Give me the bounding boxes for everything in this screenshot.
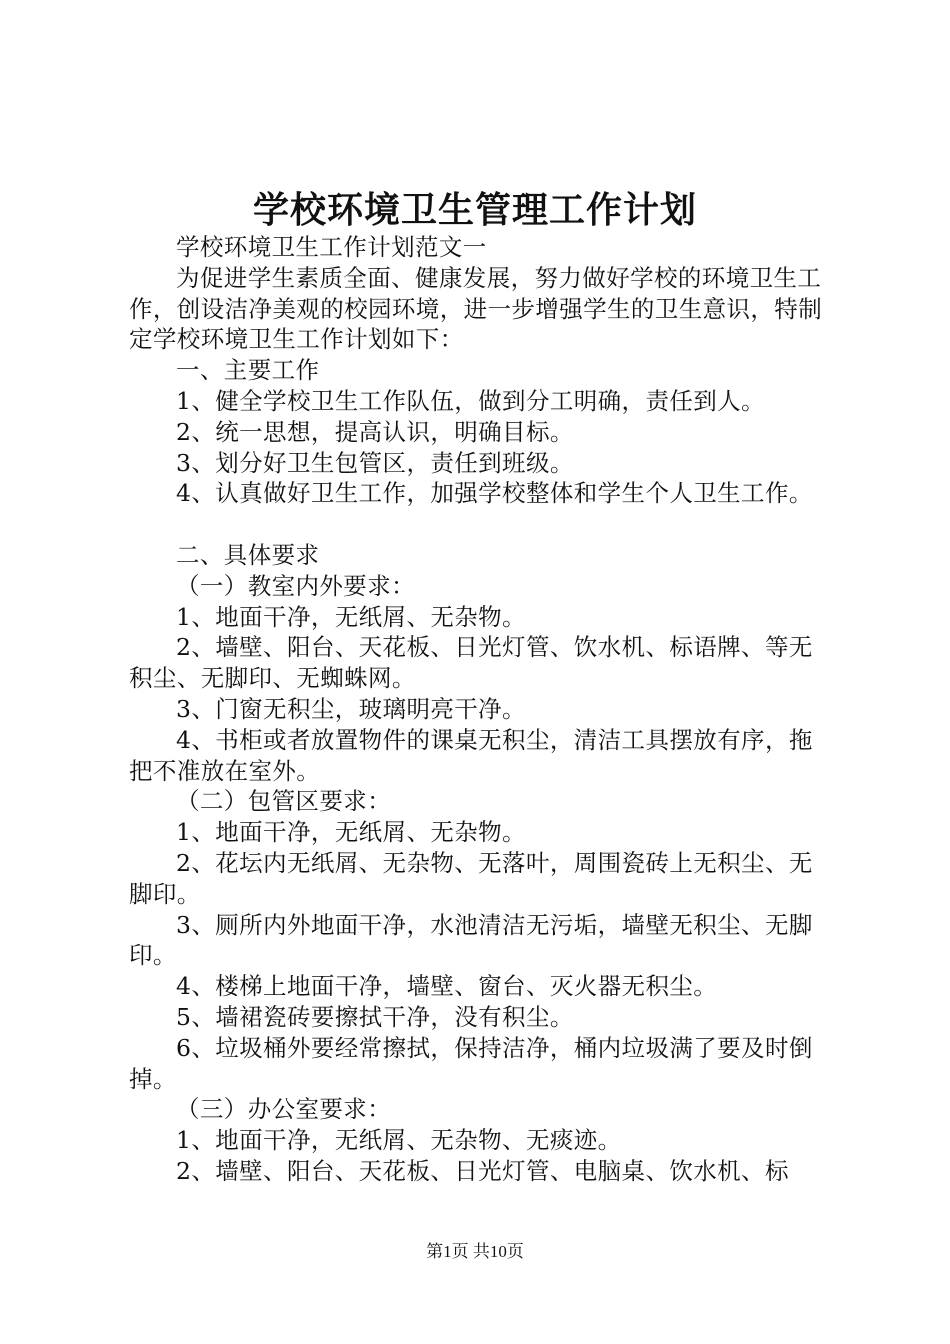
page-number-footer: 第1页 共10页	[426, 1242, 524, 1261]
subsection-heading-office: （三）办公室要求：	[176, 1095, 392, 1124]
list-item: 4、楼梯上地面干净，墙壁、窗台、灭火器无积尘。	[176, 972, 718, 1001]
subsection-heading-area: （二）包管区要求：	[176, 787, 392, 816]
paragraph-subtitle: 学校环境卫生工作计划范文一	[176, 233, 487, 261]
list-item: 1、地面干净，无纸屑、无杂物。	[176, 602, 526, 631]
blank-line	[129, 509, 834, 540]
list-item: 2、墙壁、阳台、天花板、日光灯管、电脑桌、饮水机、标	[176, 1156, 789, 1185]
list-item: 2、花坛内无纸屑、无杂物、无落叶，周围瓷砖上无积尘、无脚印。	[129, 848, 813, 908]
list-item: 2、统一思想，提高认识，明确目标。	[176, 417, 574, 446]
list-item: 1、健全学校卫生工作队伍，做到分工明确，责任到人。	[176, 386, 765, 415]
list-item: 1、地面干净，无纸屑、无杂物。	[176, 818, 526, 847]
paragraph-intro: 为促进学生素质全面、健康发展，努力做好学校的环境卫生工作，创设洁净美观的校园环境，进一步增强学生的卫生意识，特制定学校环境卫生工作计划如下：	[129, 263, 823, 354]
section-heading-requirements: 二、具体要求	[176, 540, 320, 569]
list-item: 3、厕所内外地面干净，水池清洁无污垢，墙壁无积尘、无脚印。	[129, 910, 813, 970]
list-item: 1、地面干净，无纸屑、无杂物、无痰迹。	[176, 1126, 622, 1155]
list-item: 3、划分好卫生包管区，责任到班级。	[176, 448, 574, 477]
list-item: 6、垃圾桶外要经常擦拭，保持洁净，桶内垃圾满了要及时倒掉。	[129, 1033, 813, 1093]
document-body	[129, 232, 834, 1187]
list-item: 4、书柜或者放置物件的课桌无积尘，清洁工具摆放有序，拖把不准放在室外。	[129, 725, 813, 785]
list-item: 2、墙壁、阳台、天花板、日光灯管、饮水机、标语牌、等无积尘、无脚印、无蜘蛛网。	[129, 633, 813, 693]
page-title: 学校环境卫生管理工作计划	[252, 189, 697, 231]
subsection-heading-classroom: （一）教室内外要求：	[176, 571, 415, 600]
section-heading-main-work: 一、主要工作	[176, 356, 320, 385]
list-item: 5、墙裙瓷砖要擦拭干净，没有积尘。	[176, 1002, 574, 1031]
list-item: 4、认真做好卫生工作，加强学校整体和学生个人卫生工作。	[176, 479, 813, 508]
list-item: 3、门窗无积尘，玻璃明亮干净。	[176, 694, 526, 723]
